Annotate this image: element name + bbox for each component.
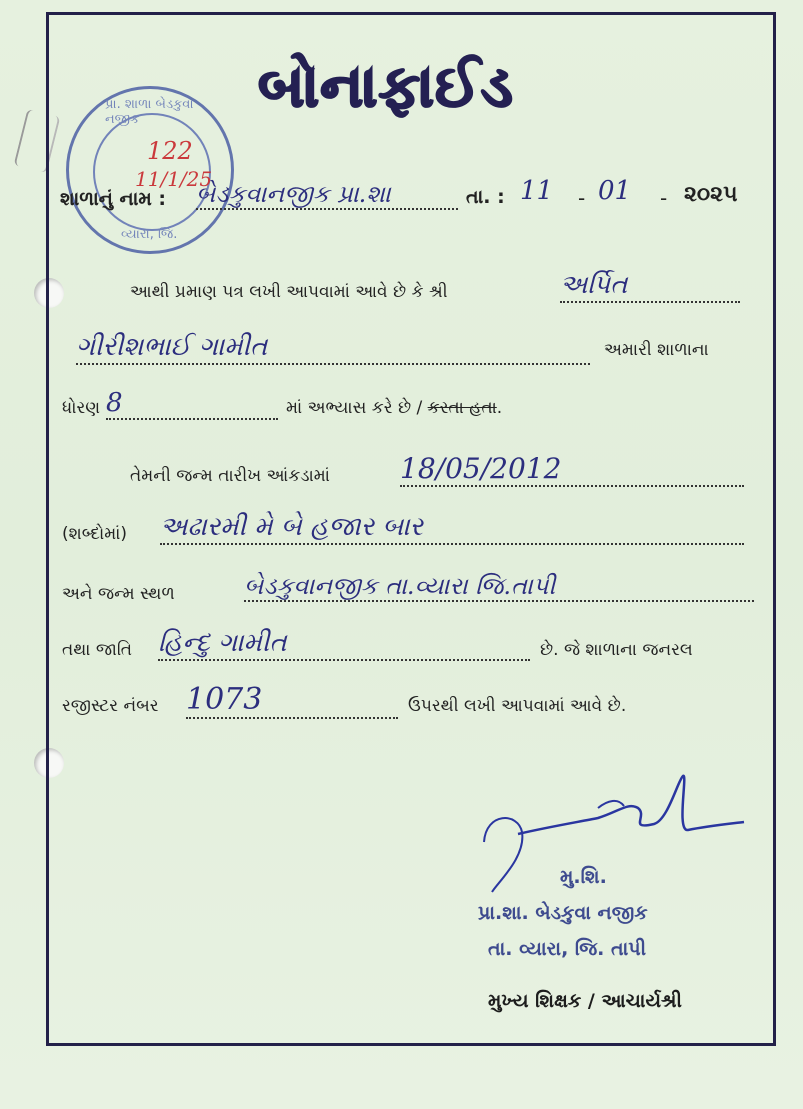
dob-words-field (160, 512, 744, 545)
date-day: 11 (520, 176, 554, 206)
school-name-value: બેડકુવાનજીક પ્રા.શા (196, 180, 458, 210)
birthplace-field (244, 572, 754, 602)
our-school-text: અમારી શાળાના (604, 340, 709, 360)
dob-value: 18/05/2012 (400, 452, 744, 487)
date-year: ૨૦૨૫ (684, 182, 738, 207)
birthplace-label: અને જન્મ સ્થળ (62, 584, 175, 604)
date-sep-2: - (660, 186, 668, 210)
signature-school: પ્રા.શા. બેડકુવા નજીક (478, 902, 648, 924)
dob-words: અઢારમી મે બે હજાર બાર (160, 512, 744, 545)
words-label: (શબ્દોમાં) (62, 524, 128, 544)
certify-prefix: આથી પ્રમાણ પત્ર લખી આપવામાં આવે છે કે શ્રી (130, 282, 448, 302)
school-name-field (196, 180, 458, 210)
studying-suffix: માં અભ્યાસ કરે છે / (286, 398, 428, 418)
standard-value: 8 (106, 388, 278, 420)
dob-label: તેમની જન્મ તારીખ આંકડામાં (130, 466, 330, 486)
school-stamp (66, 86, 234, 254)
document-title: બોનાફાઈડ (258, 52, 514, 120)
stamp-inward-date: 11/1/25 (135, 167, 213, 191)
caste-field (158, 628, 530, 661)
school-name-label: શાળાનું નામ : (60, 188, 166, 210)
struck-text: કરતા હતા (427, 398, 497, 418)
date-sep-1: - (578, 186, 586, 210)
signature-designation: મુ.શિ. (560, 866, 607, 888)
birthplace-value: બેડકુવાનજીક તા.વ્યારા જિ.તાપી (244, 572, 754, 602)
studying-end: . (496, 398, 503, 418)
register-field (186, 682, 398, 719)
date-label: તા. : (466, 186, 505, 208)
caste-label: તથા જાતિ (62, 640, 133, 660)
register-label: રજીસ્ટર નંબર (62, 696, 159, 716)
register-number: 1073 (186, 682, 398, 719)
general-register-text: છે. જે શાળાના જનરલ (540, 640, 693, 660)
date-month: 01 (598, 176, 632, 206)
student-first-name: અર્પિત (560, 270, 740, 303)
student-full-field (76, 332, 590, 365)
principal-title: મુખ્ય શિક્ષક / આચાર્યશ્રી (488, 990, 682, 1012)
student-first-field (560, 270, 740, 303)
stamp-bottom-text: વ્યારા, જિ. (121, 227, 178, 242)
signature-block (478, 772, 748, 902)
signature-location: તા. વ્યારા, જિ. તાપી (488, 938, 647, 960)
handwritten-signature (478, 772, 748, 902)
stamp-inward-number: 122 (147, 137, 193, 165)
student-full-name: ગીરીશભાઈ ગામીત (76, 332, 590, 365)
dob-field (400, 452, 744, 487)
stamp-top-text: પ્રા. શાળા બેડકુવા નજીક (105, 97, 194, 127)
standard-field (106, 388, 278, 420)
caste-value: હિન્દુ ગામીત (158, 628, 530, 661)
studying-text (286, 398, 502, 418)
standard-label: ધોરણ (62, 398, 101, 418)
register-suffix: ઉપરથી લખી આપવામાં આવે છે. (408, 696, 627, 716)
